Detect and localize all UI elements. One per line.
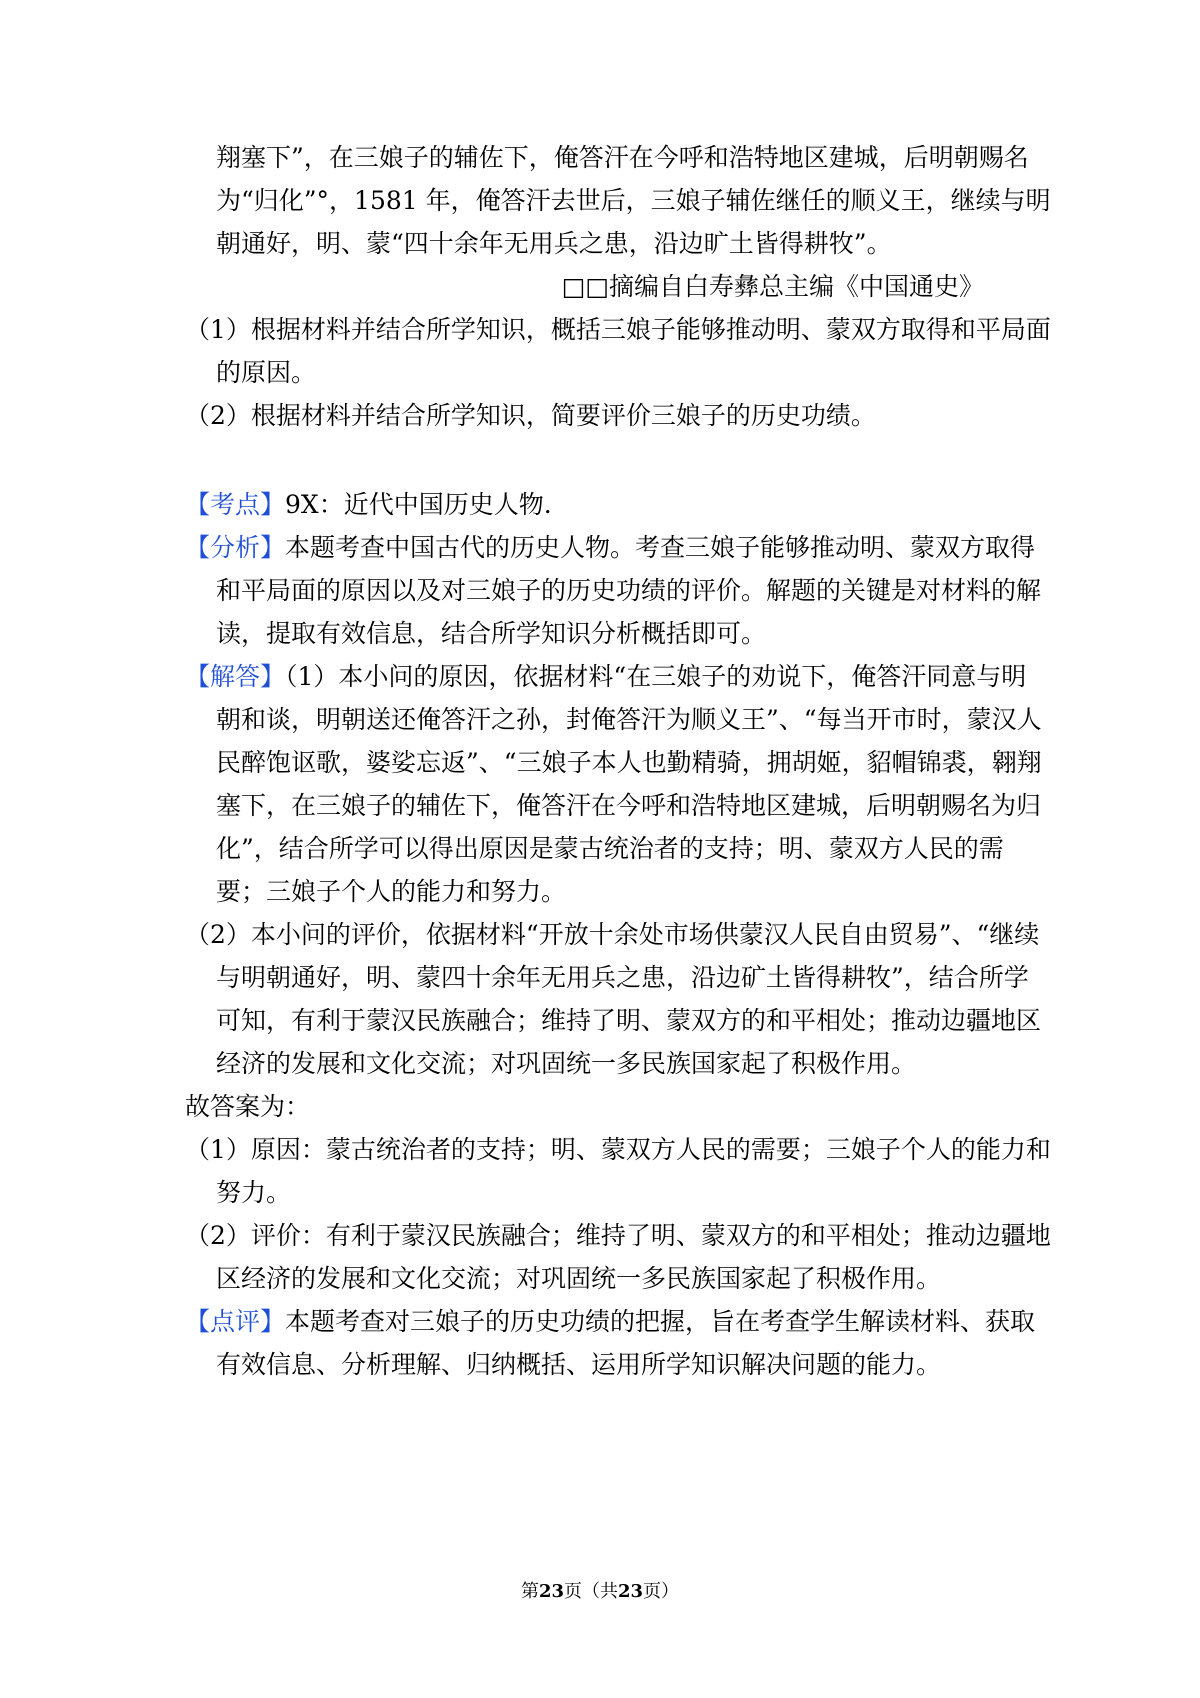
material-source: □□摘编自白寿彝总主编《中国通史》 (561, 272, 984, 301)
jieda-part2-line-1: （2）本小问的评价，依据材料“开放十余处市场供蒙汉人民自由贸易”、“继续 (185, 920, 1040, 949)
material-line-3: 朝通好，明、蒙“四十余年无用兵之患，沿边旷土皆得耕牧”。 (216, 229, 892, 258)
jieda-text-1: （1）本小问的原因，依据材料“在三娘子的劝说下，俺答汗同意与明 (285, 662, 1027, 691)
footer-mid: 页（共 (564, 1581, 618, 1602)
kaodian-tag: 【考点】 (185, 490, 286, 519)
kaodian-section (185, 490, 552, 520)
jieda-line-2: 朝和谈，明朝送还俺答汗之孙，封俺答汗为顺义王”、“每当开市时，蒙汉人 (216, 705, 1042, 734)
material-line-1: 翔塞下”，在三娘子的辅佐下，俺答汗在今呼和浩特地区建城，后明朝赐名 (216, 143, 1029, 172)
jieda-line-6: 要；三娘子个人的能力和努力。 (216, 877, 567, 906)
question-2-line-1: （2）根据材料并结合所学知识，简要评价三娘子的历史功绩。 (185, 401, 876, 430)
jieda-line-3: 民醉饱讴歌，婆娑忘返”、“三娘子本人也勤精骑，拥胡姬，貂帽锦裘，翱翔 (216, 748, 1042, 777)
jieda-part2-line-4: 经济的发展和文化交流；对巩固统一多民族国家起了积极作用。 (216, 1049, 917, 1078)
jieda-part2-line-3: 可知，有利于蒙汉民族融合；维持了明、蒙双方的和平相处；推动边疆地区 (216, 1006, 1042, 1035)
jieda-line-1 (185, 662, 1026, 692)
question-1-line-2: 的原因。 (216, 358, 317, 387)
jieda-line-5: 化”，结合所学可以得出原因是蒙古统治者的支持；明、蒙双方人民的需 (216, 834, 1004, 863)
jieda-line-4: 塞下，在三娘子的辅佐下，俺答汗在今呼和浩特地区建城，后明朝赐名为归 (216, 791, 1042, 820)
answer-1-line-2: 努力。 (216, 1178, 292, 1207)
jieda-part2-line-2: 与明朝通好，明、蒙四十余年无用兵之患，沿边矿土皆得耕牧”，结合所学 (216, 963, 1029, 992)
footer-suffix: 页） (643, 1581, 680, 1602)
material-line-2: 为“归化”°，1581 年，俺答汗去世后，三娘子辅佐继任的顺义王，继续与明 (216, 186, 1051, 215)
fenxi-text-1: 本题考查中国古代的历史人物。考查三娘子能够推动明、蒙双方取得 (285, 533, 1036, 562)
jieda-tag: 【解答】 (185, 662, 286, 691)
fenxi-line-3: 读，提取有效信息，结合所学知识分析概括即可。 (216, 619, 767, 648)
page-footer (0, 1580, 1200, 1604)
dianping-line-2: 有效信息、分析理解、归纳概括、运用所学知识解决问题的能力。 (216, 1350, 942, 1379)
answer-heading: 故答案为： (185, 1092, 311, 1121)
dianping-line-1 (185, 1307, 1035, 1337)
fenxi-line-2: 和平局面的原因以及对三娘子的历史功绩的评价。解题的关键是对材料的解 (216, 576, 1042, 605)
dianping-text-1: 本题考查对三娘子的历史功绩的把握，旨在考查学生解读材料、获取 (285, 1307, 1036, 1336)
footer-prefix: 第 (520, 1581, 539, 1602)
question-1-line-1: （1）根据材料并结合所学知识，概括三娘子能够推动明、蒙双方取得和平局面 (185, 315, 1051, 344)
answer-2-line-2: 区经济的发展和文化交流；对巩固统一多民族国家起了积极作用。 (216, 1264, 942, 1293)
fenxi-tag: 【分析】 (185, 533, 286, 562)
fenxi-line-1 (185, 533, 1035, 563)
footer-total-pages: 23 (618, 1581, 644, 1602)
footer-page-number: 23 (538, 1581, 564, 1602)
answer-2-line-1: （2）评价：有利于蒙汉民族融合；维持了明、蒙双方的和平相处；推动边疆地 (185, 1221, 1051, 1250)
kaodian-text: 9X：近代中国历史人物. (285, 490, 552, 519)
dianping-tag: 【点评】 (185, 1307, 286, 1336)
answer-1-line-1: （1）原因：蒙古统治者的支持；明、蒙双方人民的需要；三娘子个人的能力和 (185, 1135, 1051, 1164)
